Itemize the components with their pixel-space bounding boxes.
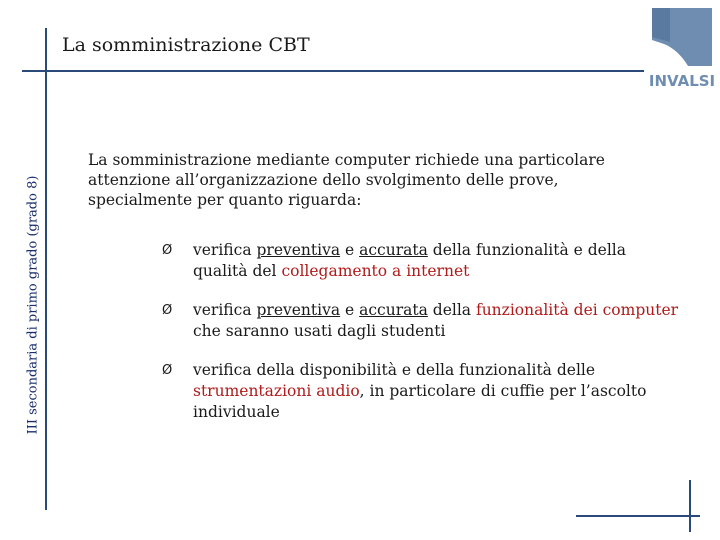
bullet-text: verifica preventiva e accurata della funzionalità e della qualità del collegamento a internet xyxy=(193,241,626,280)
bullet-text: verifica della disponibilità e della funzionalità delle strumentazioni audio, in particolare di cuffie per l’ascolto individuale xyxy=(193,361,647,421)
arrow-bullet-icon: Ø xyxy=(162,363,173,378)
highlighted-text: strumentazioni audio xyxy=(193,382,360,400)
highlighted-text: collegamento a internet xyxy=(281,262,470,280)
bottom-right-vertical-rule xyxy=(689,480,691,532)
arrow-bullet-icon: Ø xyxy=(162,243,173,258)
list-item xyxy=(162,360,682,423)
invalsi-logo xyxy=(648,4,716,94)
arrow-bullet-icon: Ø xyxy=(162,303,173,318)
top-horizontal-rule xyxy=(22,70,644,72)
left-vertical-rule xyxy=(45,28,47,510)
logo-text: INVALSI xyxy=(648,72,716,90)
highlighted-text: funzionalità dei computer xyxy=(475,301,679,319)
bullet-text: verifica preventiva e accurata della funzionalità dei computer che saranno usati dagli studenti xyxy=(193,301,679,340)
grade-side-label: III secondaria di primo grado (grado 8) xyxy=(25,175,41,435)
list-item xyxy=(162,240,682,282)
bottom-right-horizontal-rule xyxy=(576,515,700,517)
list-item xyxy=(162,300,682,342)
page-title: La somministrazione CBT xyxy=(62,34,310,56)
intro-paragraph: La somministrazione mediante computer richiede una particolare attenzione all’organizzazione dello svolgimento delle prove, specialmente per quanto riguarda: xyxy=(88,151,605,209)
